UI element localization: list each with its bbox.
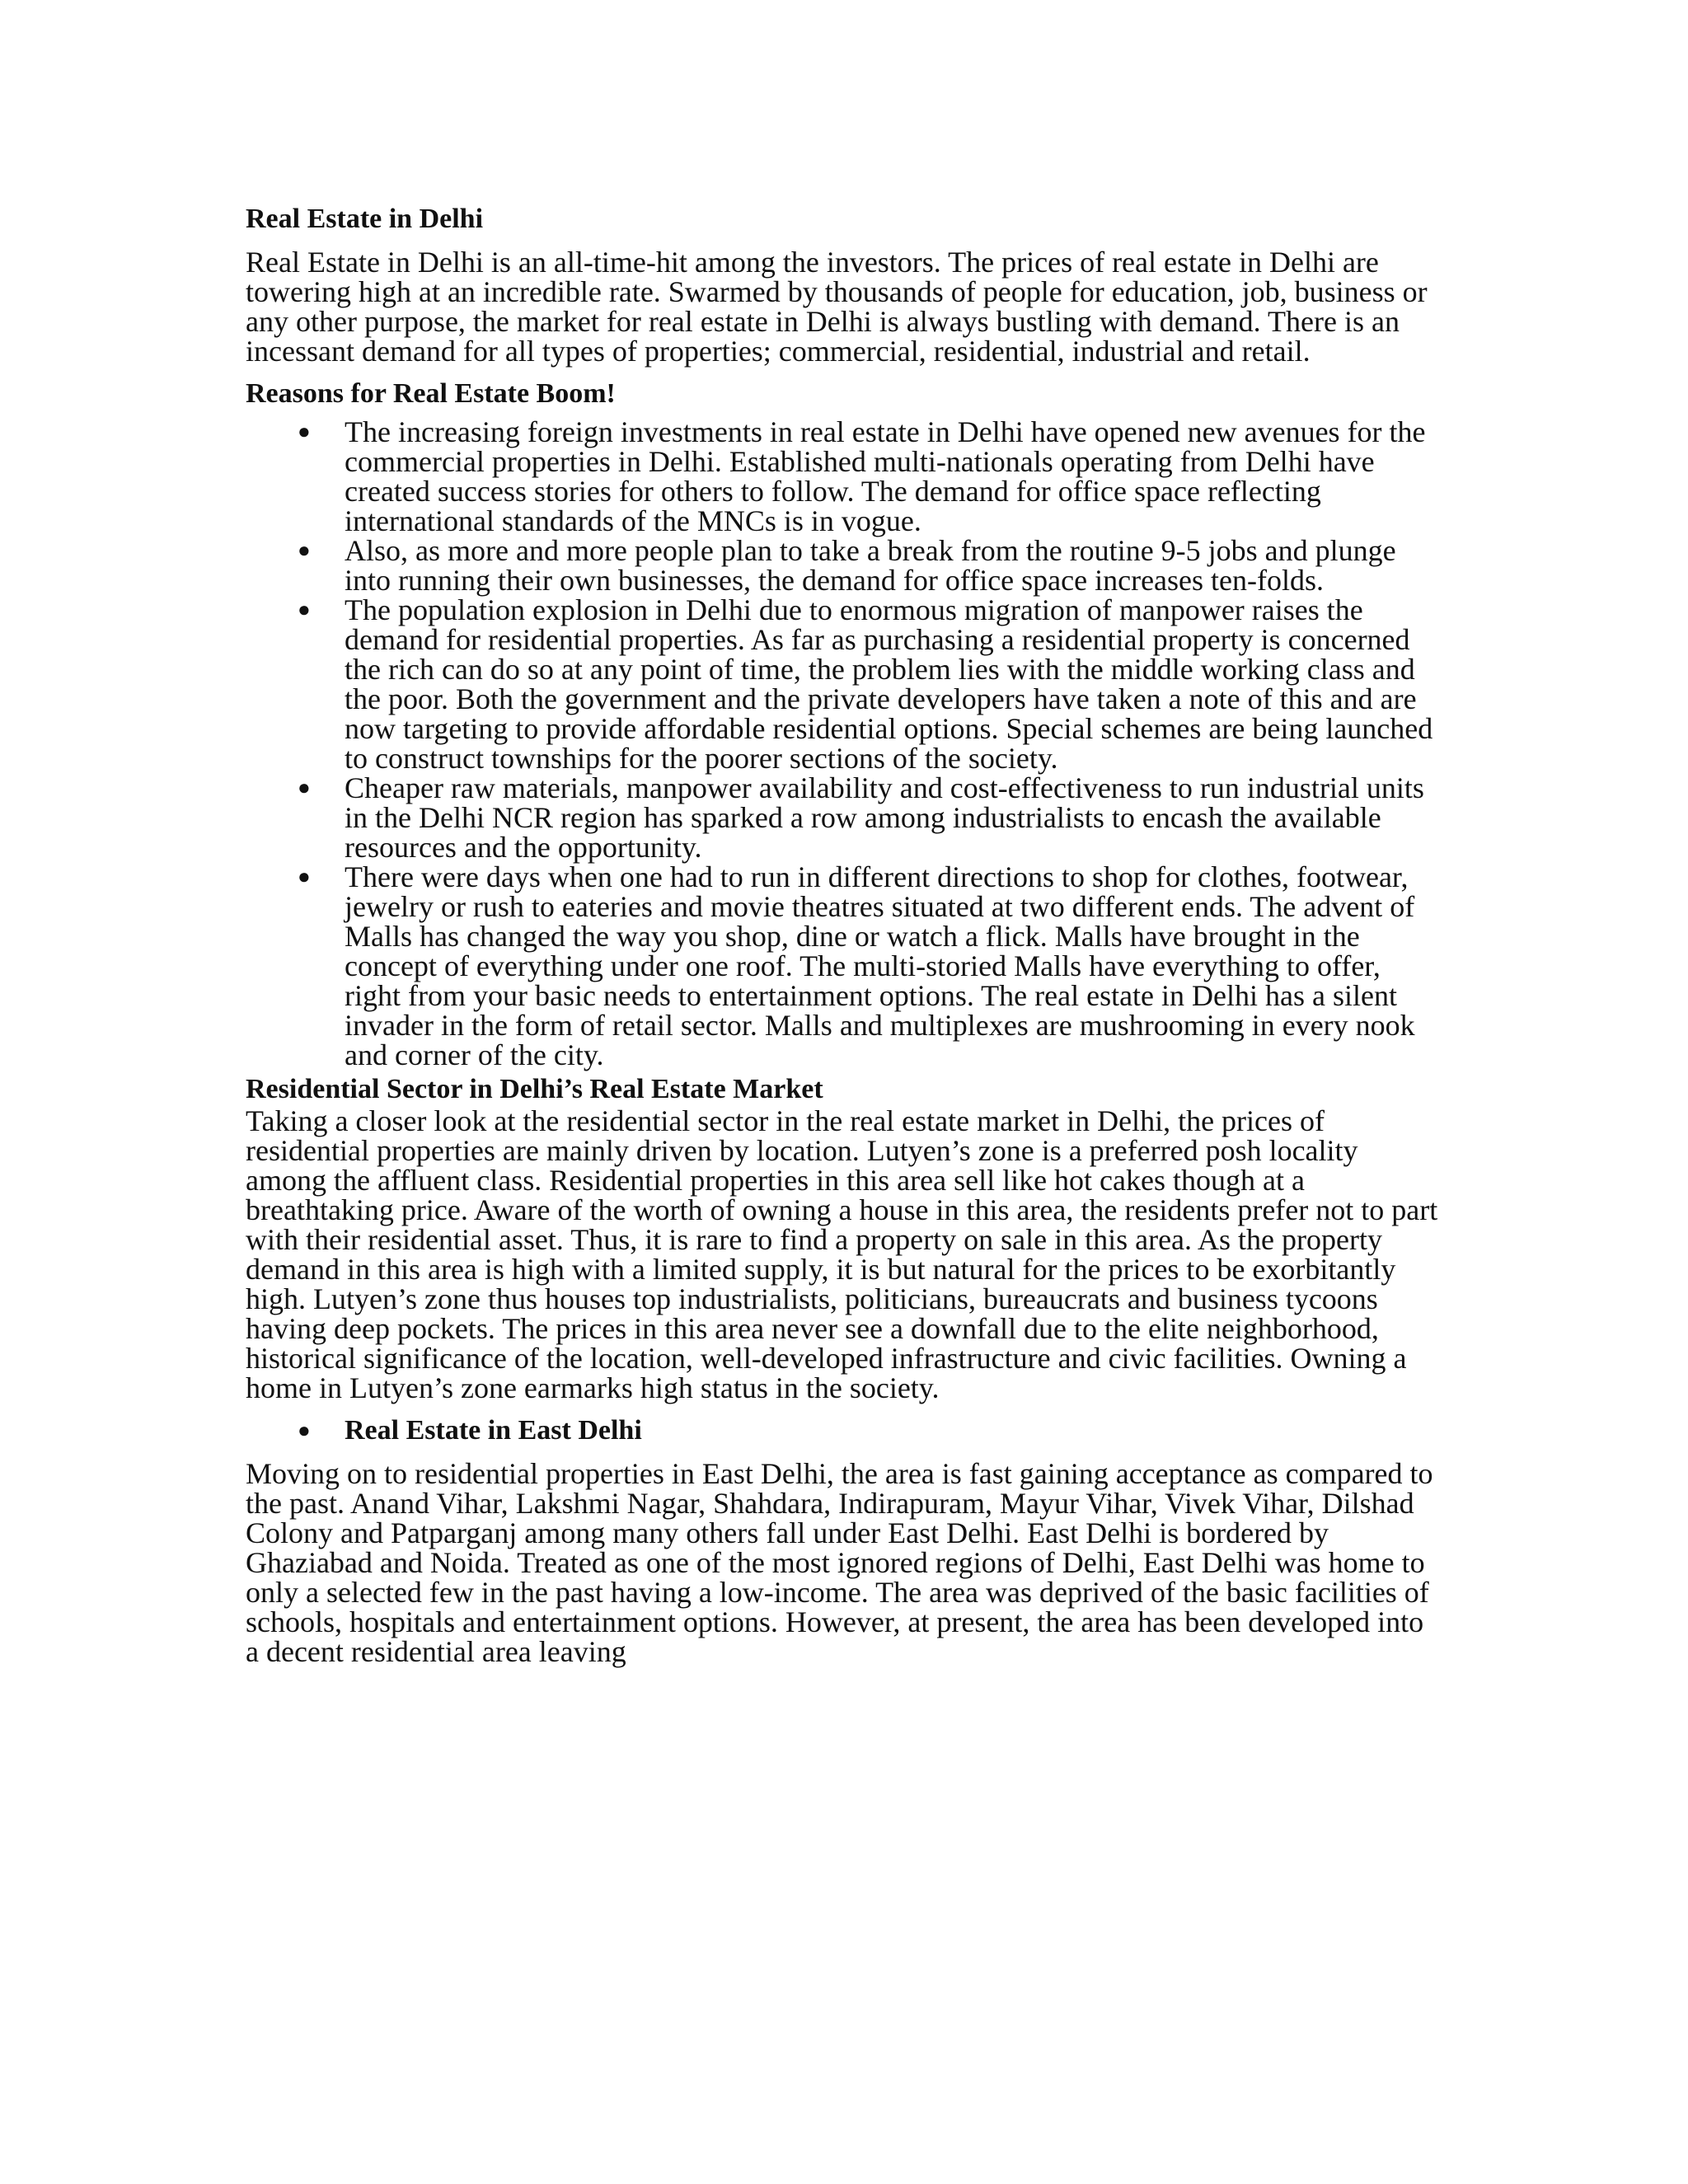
- bullet-icon: ●: [298, 538, 311, 562]
- list-item: [246, 595, 1441, 773]
- heading-reasons-for-boom: Reasons for Real Estate Boom!: [246, 378, 616, 409]
- reasons-list: [246, 417, 1441, 1070]
- list-item: [246, 536, 1441, 595]
- bullet-icon: ●: [298, 419, 311, 443]
- bullet-icon: ●: [298, 865, 311, 888]
- list-item-text: There were days when one had to run in different directions to shop for clothes, footwear, jewelry or rush to eateries and movie theatres situated at two different ends. The advent of Malls has changed the way you shop, dine or watch a flick. Malls have brought in the concept of everything under one roof. The multi-storied Malls have everything to offer, right from your basic needs to entertainment options. The real estate in Delhi has a silent invader in the form of retail sector. Malls and multiplexes are mushrooming in every nook and corner of the city.: [345, 860, 1415, 1071]
- east-delhi-paragraph: Moving on to residential properties in East Delhi, the area is fast gaining acceptance as compared to the past. Anand Vihar, Lakshmi Nagar, Shahdara, Indirapuram, Mayur Vihar, Vivek Vihar, Dilshad Colony and Patparganj among many others fall under East Delhi. East Delhi is bordered by Ghaziabad and Noida. Treated as one of the most ignored regions of Delhi, East Delhi was home to only a selected few in the past having a low-income. The area was deprived of the basic facilities of schools, hospitals and entertainment options. However, at present, the area has been developed into a decent residential area leaving: [246, 1457, 1433, 1668]
- bullet-icon: ●: [298, 776, 311, 799]
- east-delhi-bullet: [246, 1414, 1441, 1447]
- list-item-text: Also, as more and more people plan to take a break from the routine 9-5 jobs and plunge into running their own businesses, the demand for office space increases ten-folds.: [345, 534, 1396, 597]
- list-item-text: Cheaper raw materials, manpower availability and cost-effectiveness to run industrial units in the Delhi NCR region has sparked a row among industrialists to encash the available resources and the opportunity.: [345, 771, 1424, 864]
- heading-residential-sector: Residential Sector in Delhi’s Real Estate Market: [246, 1074, 823, 1104]
- list-item: [246, 862, 1441, 1070]
- residential-paragraph: Taking a closer look at the residential sector in the real estate market in Delhi, the prices of residential properties are mainly driven by location. Lutyen’s zone is a preferred posh locality among the affluent class. Residential properties in this area sell like hot cakes though at a breathtaking price. Aware of the worth of owning a house in this area, the residents prefer not to part with their residential asset. Thus, it is rare to find a property on sale in this area. As the property demand in this area is high with a limited supply, it is but natural for the prices to be exorbitantly high. Lutyen’s zone thus houses top industrialists, politicians, bureaucrats and business tycoons having deep pockets. The prices in this area never see a downfall due to the elite neighborhood, historical significance of the location, well-developed infrastructure and civic facilities. Owning a home in Lutyen’s zone earmarks high status in the society.: [246, 1104, 1438, 1404]
- list-item-text: The population explosion in Delhi due to enormous migration of manpower raises the demand for residential properties. As far as purchasing a residential property is concerned the rich can do so at any point of time, the problem lies with the middle working class and the poor. Both the government and the private developers have taken a note of this and are now targeting to provide affordable residential options. Special schemes are being launched to construct townships for the poorer sections of the society.: [345, 593, 1433, 775]
- bullet-icon: ●: [298, 598, 311, 621]
- document-page: [246, 203, 1441, 1666]
- heading-real-estate-east-delhi: Real Estate in East Delhi: [345, 1415, 642, 1446]
- intro-paragraph: Real Estate in Delhi is an all-time-hit among the investors. The prices of real estate in Delhi are towering high at an incredible rate. Swarmed by thousands of people for education, job, business or any other purpose, the market for real estate in Delhi is always bustling with demand. There is an incessant demand for all types of properties; commercial, residential, industrial and retail.: [246, 246, 1428, 368]
- bullet-icon: ●: [298, 1418, 311, 1442]
- list-item-text: The increasing foreign investments in real estate in Delhi have opened new avenues for the commercial properties in Delhi. Established multi-nationals operating from Delhi have created success stories for others to follow. The demand for office space reflecting international standards of the MNCs is in vogue.: [345, 415, 1426, 537]
- list-item: [246, 773, 1441, 862]
- heading-real-estate-in-delhi: Real Estate in Delhi: [246, 204, 484, 234]
- list-item: [246, 417, 1441, 536]
